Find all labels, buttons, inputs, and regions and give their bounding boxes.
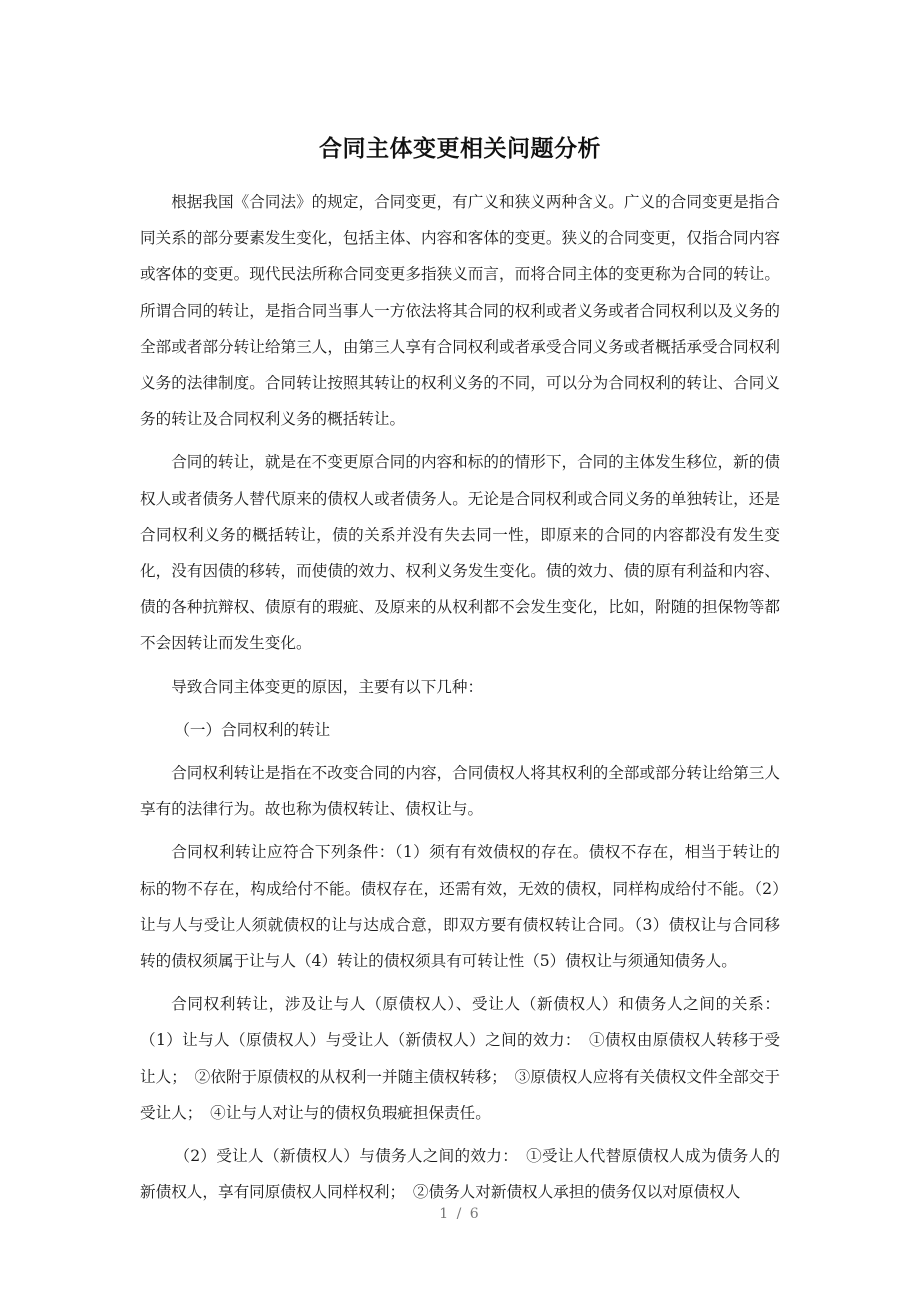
- paragraph-contract-change-definition: 根据我国《合同法》的规定，合同变更，有广义和狭义两种含义。广义的合同变更是指合同关系的部分要素发生变化，包括主体、内容和客体的变更。狭义的合同变更，仅指合同内容或客体的变更。现代民法所称合同变更多指狭义而言，而将合同主体的变更称为合同的转让。所谓合同的转让，是指合同当事人一方依法将其合同的权利或者义务或者合同权利以及义务的全部或者部分转让给第三人，由第三人享有合同权利或者承受合同义务或者概括承受合同权利义务的法律制度。合同转让按照其转让的权利义务的不同，可以分为合同权利的转让、合同义务的转让及合同权利义务的概括转让。: [140, 193, 780, 429]
- document-title: 合同主体变更相关问题分析: [319, 136, 601, 162]
- section-heading-rights-transfer: （一）合同权利的转让: [174, 720, 331, 739]
- paragraph-rights-transfer-definition: 合同权利转让是指在不改变合同的内容，合同债权人将其权利的全部或部分转让给第三人享有的法律行为。故也称为债权转让、债权让与。: [140, 764, 780, 819]
- paragraph-rights-transfer-relations: 合同权利转让，涉及让与人（原债权人）、受让人（新债权人）和债务人之间的关系：（1）让与人（原债权人）与受让人（新债权人）之间的效力： ①债权由原债权人转移于受让人； ②依附于原债权的从权利一并随主债权转移； ③原债权人应将有关债权文件全部交于受让人； ④让与人对让与的债权负瑕疵担保责任。: [140, 995, 780, 1122]
- page-indicator: 1 / 6: [439, 1206, 481, 1222]
- paragraph-causes-intro: 导致合同主体变更的原因，主要有以下几种：: [171, 677, 484, 696]
- paragraph-assignee-debtor-effect: （2）受让人（新债权人）与债务人之间的效力： ①受让人代替原债权人成为债务人的新债权人，享有同原债权人同样权利； ②债务人对新债权人承担的债务仅以对原债权人: [140, 1147, 780, 1202]
- paragraph-rights-transfer-conditions: 合同权利转让应符合下列条件：（1）须有有效债权的存在。债权不存在，相当于转让的标的物不存在，构成给付不能。债权存在，还需有效，无效的债权，同样构成给付不能。（2）让与人与受让人须就债权的让与达成合意，即双方要有债权转让合同。（3）债权让与合同移转的债权须属于让与人（4）转让的债权须具有可转让性（5）债权让与须通知债务人。: [140, 843, 780, 971]
- document-body: [140, 184, 780, 1217]
- paragraph-contract-transfer-meaning: 合同的转让，就是在不变更原合同的内容和标的的情形下，合同的主体发生移位，新的债权人或者债务人替代原来的债权人或者债务人。无论是合同权利或合同义务的单独转让，还是合同权利义务的概括转让，债的关系并没有失去同一性，即原来的合同的内容都没有发生变化，没有因债的移转，而使债的效力、权利义务发生变化。债的效力、债的原有利益和内容、债的各种抗辩权、债原有的瑕疵、及原来的从权利都不会发生变化，比如，附随的担保物等都不会因转让而发生变化。: [140, 453, 780, 653]
